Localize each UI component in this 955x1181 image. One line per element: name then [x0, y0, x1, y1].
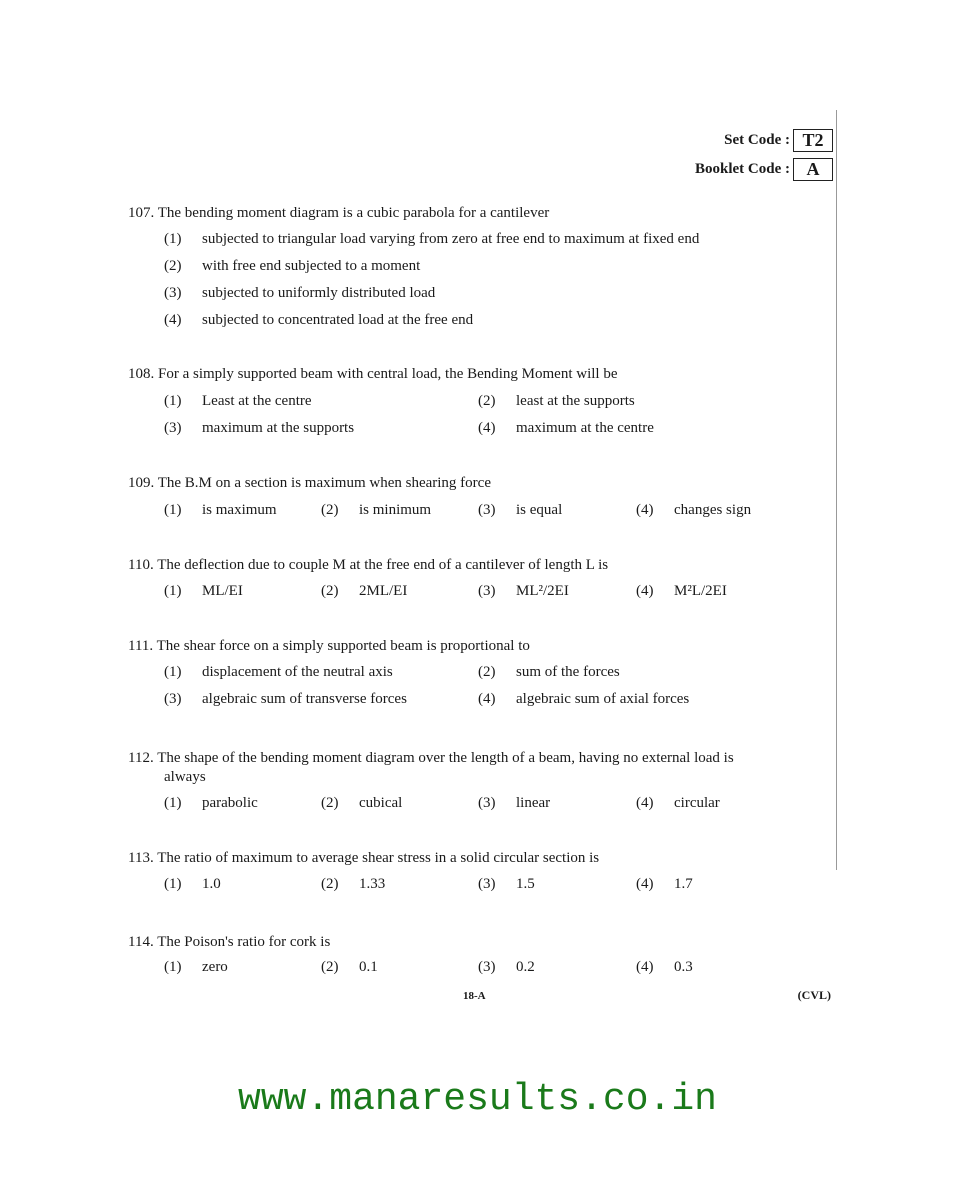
- set-code-row: [724, 129, 833, 152]
- option: (3) 0.2: [478, 959, 535, 975]
- question-stem: 114. The Poison's ratio for cork is: [128, 934, 331, 950]
- option: (2) least at the supports: [478, 393, 635, 409]
- option: (3) subjected to uniformly distributed load: [164, 285, 436, 301]
- option: (2) sum of the forces: [478, 664, 620, 680]
- question-stem: 110. The deflection due to couple M at the free end of a cantilever of length L is: [128, 557, 609, 573]
- option: (3) is equal: [478, 502, 563, 518]
- option: (1) 1.0: [164, 876, 221, 892]
- page-edge-line: [836, 110, 837, 870]
- option: (4) M²L/2EI: [636, 583, 727, 599]
- option: (2) 2ML/EI: [321, 583, 408, 599]
- question-stem: 107. The bending moment diagram is a cubic parabola for a cantilever: [128, 205, 550, 221]
- option: (4) changes sign: [636, 502, 752, 518]
- option: (4) algebraic sum of axial forces: [478, 691, 690, 707]
- option: (1) Least at the centre: [164, 393, 312, 409]
- subject-code: (CVL): [797, 988, 831, 1002]
- booklet-code-row: [695, 158, 833, 181]
- option: (2) is minimum: [321, 502, 432, 518]
- option: (4) circular: [636, 795, 720, 811]
- option: (1) displacement of the neutral axis: [164, 664, 393, 680]
- option: (3) algebraic sum of transverse forces: [164, 691, 407, 707]
- option: (4) maximum at the centre: [478, 420, 654, 436]
- option: (4) subjected to concentrated load at the free end: [164, 312, 474, 328]
- option: (4) 1.7: [636, 876, 693, 892]
- option: (1) is maximum: [164, 502, 277, 518]
- option: (3) 1.5: [478, 876, 535, 892]
- option: (1) ML/EI: [164, 583, 243, 599]
- set-code-box: T2: [793, 129, 833, 152]
- question-stem: 108. For a simply supported beam with central load, the Bending Moment will be: [128, 366, 618, 382]
- question-stem: 111. The shear force on a simply supported beam is proportional to: [128, 638, 530, 654]
- booklet-code-box: A: [793, 158, 833, 181]
- option: (3) ML²/2EI: [478, 583, 569, 599]
- option: (2) 1.33: [321, 876, 386, 892]
- option: (2) with free end subjected to a moment: [164, 258, 421, 274]
- option: (3) maximum at the supports: [164, 420, 355, 436]
- option: (4) 0.3: [636, 959, 693, 975]
- question-stem: 112. The shape of the bending moment diagram over the length of a beam, having no external load is: [128, 750, 734, 766]
- option: (2) 0.1: [321, 959, 378, 975]
- page-number: 18-A: [463, 990, 486, 1002]
- option: (1) parabolic: [164, 795, 258, 811]
- watermark-url: www.manaresults.co.in: [238, 1078, 717, 1121]
- option: (1) zero: [164, 959, 228, 975]
- set-code-label: Set Code :: [724, 132, 790, 148]
- question-stem-continuation: always: [164, 769, 206, 785]
- booklet-code-label: Booklet Code :: [695, 161, 790, 177]
- option: (3) linear: [478, 795, 551, 811]
- option: (1) subjected to triangular load varying from zero at free end to maximum at fixed end: [164, 231, 700, 247]
- question-stem: 109. The B.M on a section is maximum when shearing force: [128, 475, 491, 491]
- question-stem: 113. The ratio of maximum to average shear stress in a solid circular section is: [128, 850, 600, 866]
- option: (2) cubical: [321, 795, 403, 811]
